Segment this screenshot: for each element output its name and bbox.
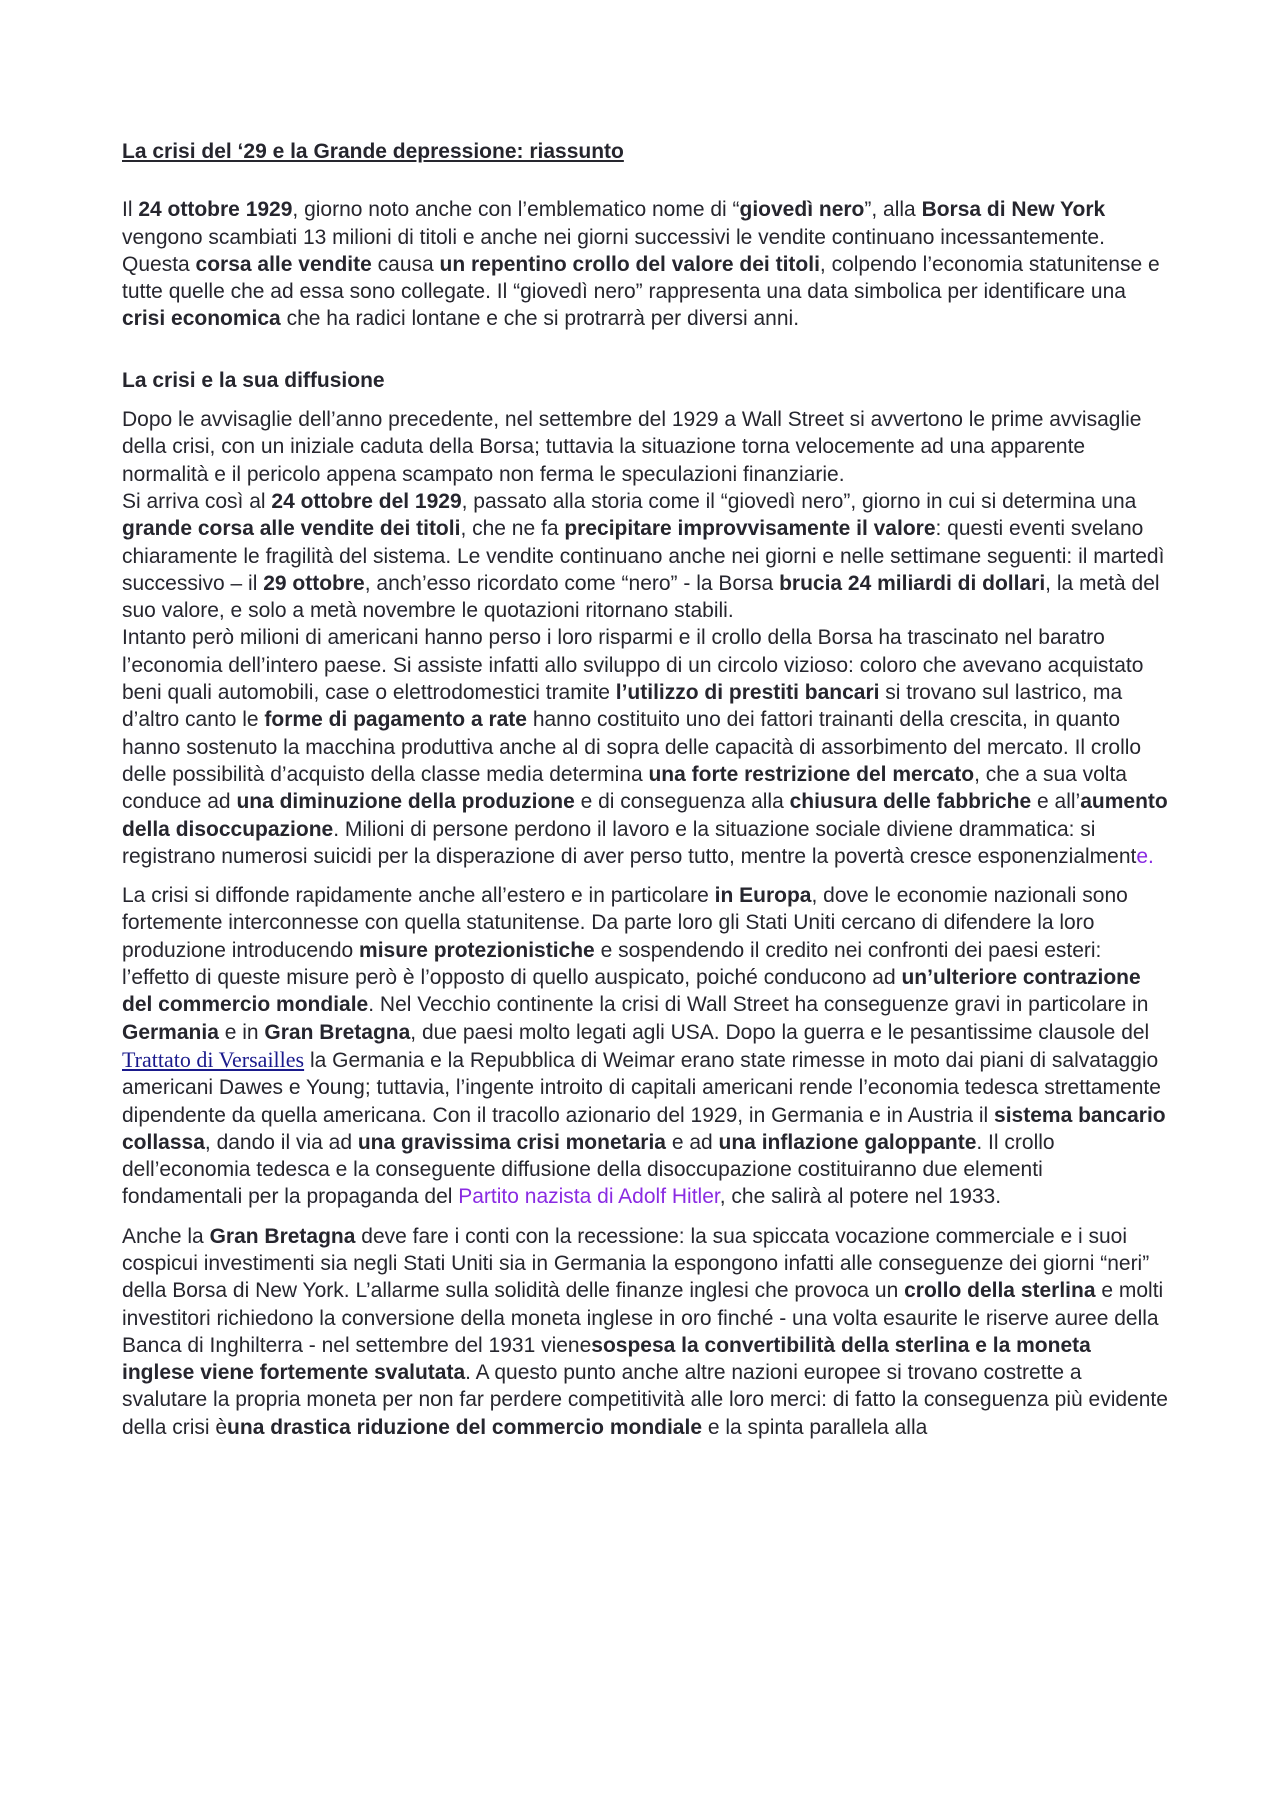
text-run: , anch’esso ricordato come “nero” - la Borsa: [364, 571, 780, 595]
bold-text: grande corsa alle vendite dei titoli: [122, 517, 461, 541]
text-run: causa: [371, 252, 440, 276]
text-run: e ad: [665, 1130, 719, 1154]
bold-text: Gran Bretagna: [264, 1020, 411, 1044]
text-run: e la spinta parallela alla: [702, 1415, 928, 1439]
text-run: vengono scambiati 13 milioni di titoli e anche nei giorni successivi le vendite continuano incessantemente. Questa: [122, 225, 1105, 276]
text-run: , la metà del suo valore, e solo a metà novembre le quotazioni ritornano stabili.: [122, 571, 1160, 623]
paragraph-3: [122, 488, 1168, 624]
text-run: , che salirà al potere nel 1933.: [719, 1185, 1002, 1209]
bold-text: una gravissima crisi monetaria: [357, 1130, 666, 1154]
text-run: , colpendo l’economia statunitense e tutte quelle che ad essa sono collegate. Il “giovedì nero” rappresenta una data simbolica per identificare una: [122, 252, 1160, 304]
bold-text: brucia 24 miliardi di dollari: [779, 571, 1046, 595]
bold-text: corsa alle vendite: [195, 252, 372, 276]
bold-text: misure protezionistiche: [359, 938, 595, 962]
paragraph-6: [122, 1223, 1168, 1441]
text-run: la Germania e la Repubblica di Weimar erano state rimesse in moto dai piani di salvataggio americani Dawes e Young; tuttavia, l’ingente introito di capitali americani rende l’economia tedesca strettamente dipendente da quella americana. Con il tracollo azionario del 1929, in Germania e in Austria il: [122, 1048, 1161, 1127]
text-run: che ha radici lontane e che si protrarrà per diversi anni.: [280, 307, 800, 331]
text-run: Anche la: [122, 1224, 210, 1248]
bold-text: una forte restrizione del mercato: [648, 762, 975, 786]
text-run: e in: [218, 1020, 265, 1044]
bold-text: sistema bancario collassa: [122, 1103, 1166, 1154]
bold-text: Borsa di New York: [921, 198, 1106, 222]
bold-text: precipitare improvvisamente il valore: [564, 517, 936, 541]
text-run: : questi eventi svelano chiaramente le fragilità del sistema. Le vendite continuano anche nei giorni e nelle settimane seguenti: il martedì successivo – il: [122, 517, 1165, 595]
bold-text: l’utilizzo di prestiti bancari: [615, 681, 880, 705]
text-run: deve fare i conti con la recessione: la sua spiccata vocazione commerciale e i suoi cospicui investimenti sia negli Stati Uniti sia in Germania la espongono infatti alle conseguenze dei giorni “neri” della Borsa di New York. L’allarme sulla solidità delle finanze inglesi che provoca un: [122, 1224, 1150, 1303]
bold-text: in Europa: [714, 884, 812, 908]
link-trattato-di-versailles[interactable]: Trattato di Versailles: [122, 1046, 305, 1072]
purple-text: e.: [1136, 844, 1154, 868]
bold-text: una diminuzione della produzione: [236, 790, 575, 814]
bold-text: aumento della disoccupazione: [122, 790, 1168, 841]
text-run: . A questo punto anche altre nazioni europee si trovano costrette a svalutare la propria moneta per non far perdere competitività alle loro merci: di fatto la conseguenza più evidente della crisi è: [122, 1361, 1168, 1439]
paragraph-4: [122, 624, 1168, 870]
text-run: , dando il via ad: [204, 1130, 358, 1154]
bold-text: sospesa la convertibilità della sterlina e la moneta inglese viene fortemente svalutata: [122, 1333, 1091, 1385]
bold-text: forme di pagamento a rate: [264, 708, 527, 732]
bold-text: 29 ottobre: [263, 571, 365, 595]
document-title: La crisi del ‘29 e la Grande depressione: riassunto: [122, 140, 624, 163]
bold-text: crisi economica: [122, 307, 281, 331]
text-run: e di conseguenza alla: [574, 790, 790, 814]
bold-text: 24 ottobre 1929: [138, 198, 293, 222]
text-run: e sospendendo il credito nei confronti dei paesi esteri: l’effetto di queste misure però è l’opposto di quello auspicato, poiché conducono ad: [122, 938, 1102, 990]
text-run: Il: [122, 198, 139, 222]
bold-text: un repentino crollo del valore dei titoli: [439, 252, 820, 276]
bold-text: un’ulteriore contrazione del commercio mondiale: [122, 966, 1141, 1017]
text-run: . Nel Vecchio continente la crisi di Wall Street ha conseguenze gravi in particolare in: [368, 993, 1149, 1017]
text-run: , giorno noto anche con l’emblematico nome di “: [292, 198, 740, 222]
bold-text: giovedì nero: [739, 198, 865, 222]
bold-text: Gran Bretagna: [209, 1224, 356, 1248]
text-run: si trovano sul lastrico, ma d’altro canto le: [122, 681, 1123, 732]
document-page: [122, 138, 1168, 1441]
bold-text: Germania: [122, 1020, 219, 1044]
section-heading: La crisi e la sua diffusione: [122, 368, 385, 392]
text-run: e all’: [1031, 790, 1081, 814]
bold-text: 24 ottobre del 1929: [271, 489, 462, 513]
paragraph-2: [122, 406, 1168, 488]
text-run: . Milioni di persone perdono il lavoro e la situazione sociale diviene drammatica: si registrano numerosi suicidi per la disperazione di aver perso tutto, mentre la povertà cresce esponenzialmen: [122, 817, 1131, 868]
purple-text: Partito nazista di Adolf Hitler: [458, 1185, 720, 1209]
text-run: , che a sua volta conduce ad: [122, 762, 1127, 814]
text-run: , passato alla storia come il “giovedì nero”, giorno in cui si determina una: [461, 489, 1137, 513]
text-run: , dove le economie nazionali sono fortemente interconnesse con quella statunitense. Da parte loro gli Stati Uniti cercano di difendere la loro produzione introducendo: [122, 884, 1128, 962]
text-run: . Il crollo dell’economia tedesca e la conseguente diffusione della disoccupazione costituiranno due elementi fondamentali per la propaganda del: [122, 1130, 1055, 1209]
text-run: Intanto però milioni di americani hanno perso i loro risparmi e il crollo della Borsa ha trascinato nel baratro l’economia dell’intero paese. Si assiste infatti allo sviluppo di un circolo vizioso: coloro che avevano acquistato beni quali automobili, case o elettrodomestici tramite: [122, 626, 1144, 705]
intro-paragraph: [122, 196, 1168, 332]
bold-text: chiusura delle fabbriche: [789, 790, 1032, 814]
text-run: Dopo le avvisaglie dell’anno precedente, nel settembre del 1929 a Wall Street si avvertono le prime avvisaglie della crisi, con un iniziale caduta della Borsa; tuttavia la situazione torna velocemente ad una apparente normalità e il pericolo appena scampato non ferma le speculazioni finanziarie.: [122, 408, 1142, 486]
text-run: Si arriva così al: [122, 489, 272, 513]
text-run: , che ne fa: [460, 517, 565, 541]
text-run: , due paesi molto legati agli USA. Dopo la guerra e le pesantissime clausole del: [410, 1020, 1150, 1044]
paragraph-5: [122, 882, 1168, 1211]
text-run: La crisi si diffonde rapidamente anche all’estero e in particolare: [122, 884, 715, 908]
text-run: ”, alla: [864, 198, 922, 222]
text-run: t: [1130, 844, 1137, 868]
bold-text: una inflazione galoppante: [718, 1130, 977, 1154]
text-run: hanno costituito uno dei fattori trainanti della crescita, in quanto hanno sostenuto la macchina produttiva anche al di sopra delle capacità di assorbimento del mercato. Il crollo delle possibilità d’acquisto della classe media determina: [122, 708, 1142, 786]
bold-text: crollo della sterlina: [904, 1279, 1096, 1303]
text-run: e molti investitori richiedono la conversione della moneta inglese in oro finché - una volta esaurite le riserve auree della Banca di Inghilterra - nel settembre del 1931 viene: [122, 1279, 1164, 1357]
bold-text: una drastica riduzione del commercio mondiale: [227, 1415, 702, 1439]
